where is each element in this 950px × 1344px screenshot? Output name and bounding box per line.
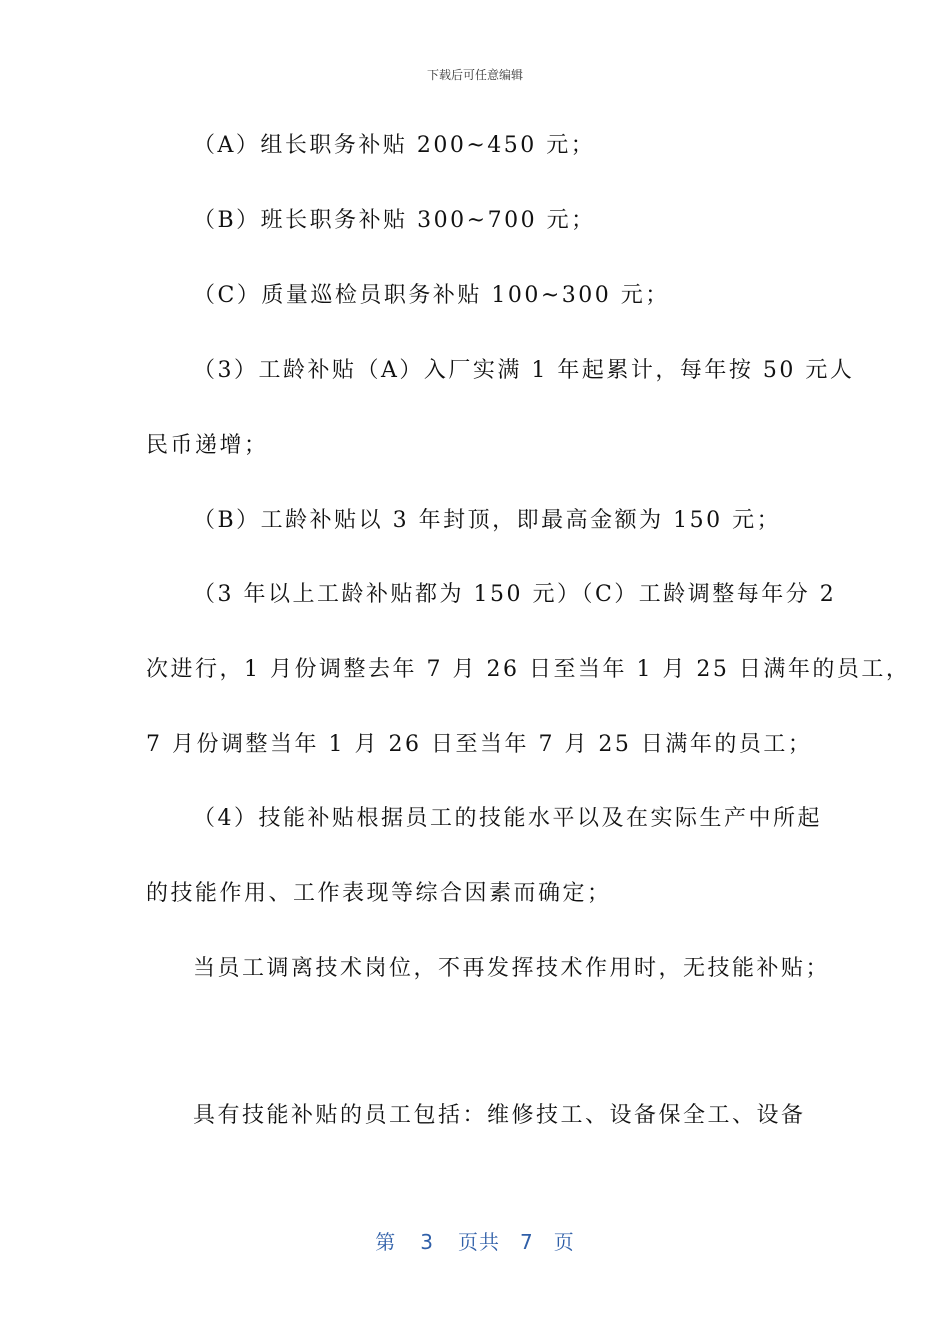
text-line-3: （C）质量巡检员职务补贴 100~300 元； xyxy=(193,283,670,308)
text-line-13: 具有技能补贴的员工包括：维修技工、设备保全工、设备 xyxy=(193,1103,806,1128)
text-line-1: （A）组长职务补贴 200~450 元； xyxy=(193,133,596,158)
text-line-8: 次进行，1 月份调整去年 7 月 26 日至当年 1 月 25 日满年的员工， xyxy=(146,657,911,682)
text-line-5: 民币递增； xyxy=(146,433,269,458)
footer-page-label: 第 xyxy=(375,1230,397,1254)
text-line-2: （B）班长职务补贴 300~700 元； xyxy=(193,208,596,233)
footer-total-suffix: 页 xyxy=(553,1230,575,1254)
text-line-4: （3）工龄补贴（A）入厂实满 1 年起累计，每年按 50 元人 xyxy=(193,358,855,383)
footer-page-number: 3 xyxy=(420,1230,434,1254)
page-footer xyxy=(0,1226,950,1255)
text-line-6: （B）工龄补贴以 3 年封顶，即最高金额为 150 元； xyxy=(193,508,782,533)
text-line-7: （3 年以上工龄补贴都为 150 元）（C）工龄调整每年分 2 xyxy=(193,582,837,607)
footer-total-pages: 7 xyxy=(520,1230,534,1254)
footer-total-prefix: 页共 xyxy=(458,1230,500,1254)
text-line-11: 的技能作用、工作表现等综合因素而确定； xyxy=(146,881,612,906)
text-line-12: 当员工调离技术岗位，不再发挥技术作用时，无技能补贴； xyxy=(193,956,831,981)
text-line-9: 7 月份调整当年 1 月 26 日至当年 7 月 25 日满年的员工； xyxy=(146,732,813,757)
text-line-10: （4）技能补贴根据员工的技能水平以及在实际生产中所起 xyxy=(193,806,822,831)
page-header: 下载后可任意编辑 xyxy=(426,68,523,82)
